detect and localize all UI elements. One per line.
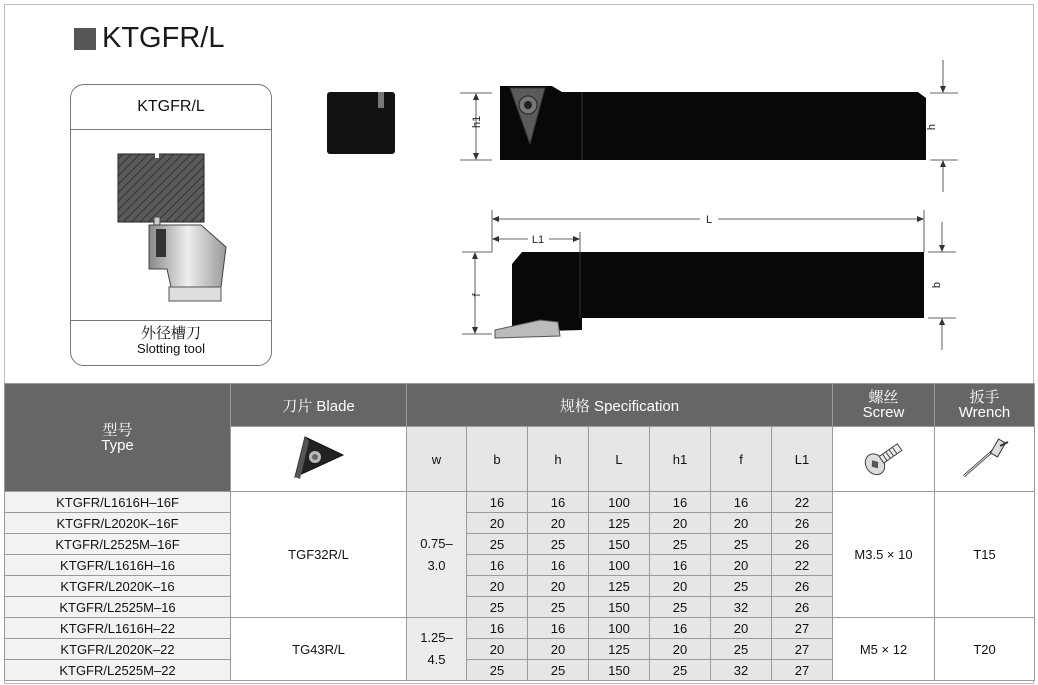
table-row: KTGFR/L2525M–16 25 25 150 25 32 26 [5,597,1035,618]
type-header: 型号 Type [5,384,231,492]
dim-label-L1: L1 [531,234,545,246]
table-row: KTGFR/L2525M–16F 25 25 150 25 25 26 [5,534,1035,555]
col-L: L [589,427,650,492]
table-row: KTGFR/L1616H–22 TG43R/L 1.25– 4.5 16 16 100 16 20 27 M5 × 12 T20 [5,618,1035,639]
dim-label-b: b [931,281,943,289]
wrench-header: 扳手 Wrench [935,384,1035,427]
card-header: KTGFR/L [71,85,271,130]
wrench-cell: T20 [935,618,1035,681]
spec-table [4,383,1035,681]
wrench-image-cell [935,427,1035,492]
table-row: KTGFR/L2020K–22 20 20 125 20 25 27 [5,639,1035,660]
screw-cell: M3.5 × 10 [833,492,935,618]
w-cell: 1.25– 4.5 [407,618,467,681]
blade-image-cell [231,427,407,492]
torx-wrench-icon [958,436,1012,480]
dim-label-f: f [471,293,483,297]
table-row: KTGFR/L2525M–22 25 25 150 25 32 27 [5,660,1035,681]
blade-header: 刀片 Blade [231,384,407,427]
blade-cell: TG43R/L [231,618,407,681]
col-w: w [407,427,467,492]
torx-screw-icon [859,436,909,480]
spec-header: 规格 Specification [407,384,833,427]
card-name-cn: 外径槽刀 [140,324,201,342]
triangular-insert-icon [289,433,349,483]
table-row: KTGFR/L2020K–16 20 20 125 20 25 26 [5,576,1035,597]
card-name-en: Slotting tool [137,341,205,356]
blade-cell: TGF32R/L [231,492,407,618]
table-row: KTGFR/L2020K–16F 20 20 125 20 20 26 [5,513,1035,534]
tool-front-view [327,92,395,154]
dim-label-h: h [926,123,938,131]
table-row: KTGFR/L1616H–16 16 16 100 16 20 22 [5,555,1035,576]
col-h: h [528,427,589,492]
dim-label-h1: h1 [471,115,483,128]
tool-top-view [500,86,926,160]
screw-image-cell [833,427,935,492]
screw-header: 螺丝 Screw [833,384,935,427]
screw-cell: M5 × 12 [833,618,935,681]
col-b: b [467,427,528,492]
col-h1: h1 [650,427,711,492]
page-title: KTGFR/L [74,22,224,55]
tool-side-view [495,252,924,338]
w-cell: 0.75– 3.0 [407,492,467,618]
wrench-cell: T15 [935,492,1035,618]
col-L1: L1 [772,427,833,492]
dim-label-L: L [705,214,713,226]
table-row: KTGFR/L1616H–16F TGF32R/L 0.75– 3.0 16 16 100 16 16 22 M3.5 × 10 T15 [5,492,1035,513]
col-f: f [711,427,772,492]
